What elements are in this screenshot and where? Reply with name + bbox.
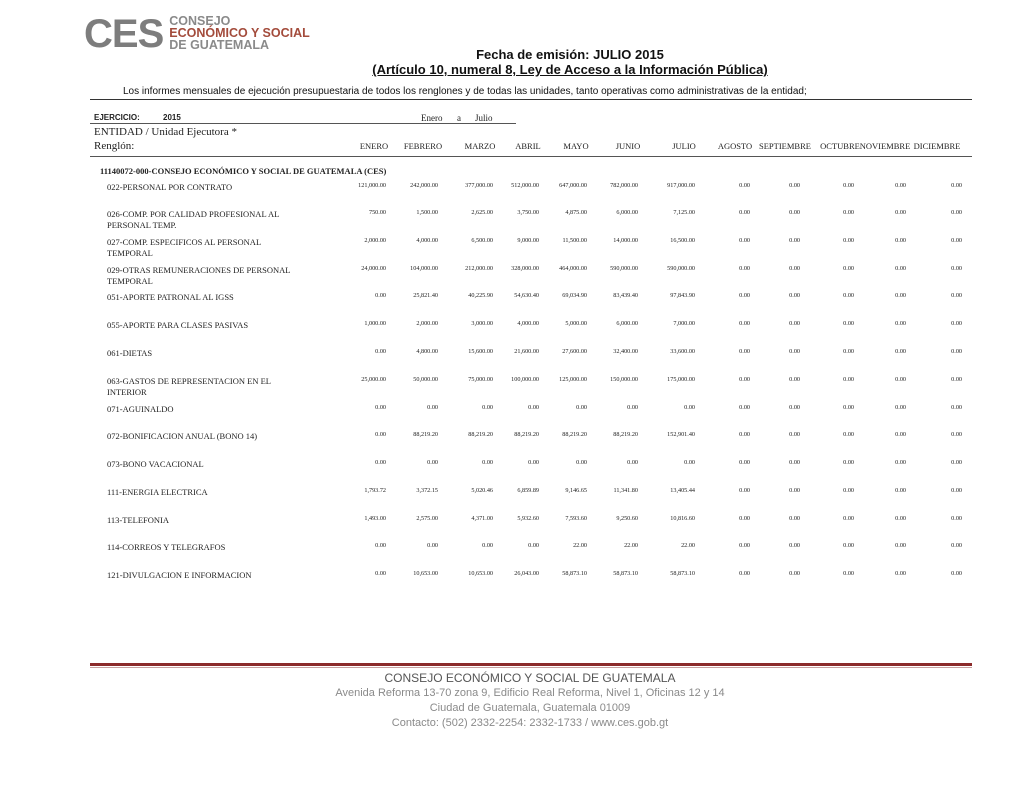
cell-value: 4,800.00: [416, 348, 438, 355]
renglon-header: Renglón:: [94, 140, 135, 152]
cell-value: 6,500.00: [471, 237, 493, 244]
cell-value: 0.00: [843, 404, 854, 411]
cell-value: 9,146.65: [565, 487, 587, 494]
cell-value: 0.00: [739, 209, 750, 216]
cell-value: 0.00: [789, 209, 800, 216]
cell-value: 58,873.10: [562, 570, 587, 577]
cell-value: 10,653.00: [468, 570, 493, 577]
cell-value: 0.00: [375, 570, 386, 577]
cell-value: 88,219.20: [562, 431, 587, 438]
cell-value: 7,000.00: [673, 320, 695, 327]
footer-address: Avenida Reforma 13-70 zona 9, Edificio Real Reforma, Nivel 1, Oficinas 12 y 14: [335, 687, 725, 699]
ejercicio-year: 2015: [163, 113, 181, 122]
cell-value: 4,875.00: [565, 209, 587, 216]
cell-value: 212,000.00: [465, 265, 493, 272]
cell-value: 0.00: [951, 265, 962, 272]
cell-value: 0.00: [739, 487, 750, 494]
renglon-name: 072-BONIFICACION ANUAL (BONO 14): [107, 431, 258, 441]
cell-value: 0.00: [951, 348, 962, 355]
cell-value: 0.00: [375, 292, 386, 299]
cell-value: 0.00: [739, 404, 750, 411]
cell-value: 97,843.90: [670, 292, 695, 299]
cell-value: 104,000.00: [410, 265, 438, 272]
month-header-9: OCTUBRE: [820, 141, 860, 151]
cell-value: 0.00: [789, 182, 800, 189]
cell-value: 0.00: [951, 487, 962, 494]
renglon-name: 029-OTRAS REMUNERACIONES DE PERSONAL TEMPORAL: [107, 265, 291, 286]
ejercicio-divider: [90, 123, 516, 124]
cell-value: 464,000.00: [559, 265, 587, 272]
cell-value: 0.00: [789, 487, 800, 494]
cell-value: 6,000.00: [616, 320, 638, 327]
renglon-name: 027-COMP. ESPECIFICOS AL PERSONAL TEMPORAL: [107, 237, 261, 258]
cell-value: 0.00: [427, 404, 438, 411]
cell-value: 0.00: [951, 570, 962, 577]
cell-value: 0.00: [789, 542, 800, 549]
cell-value: 647,000.00: [559, 182, 587, 189]
footer-divider-thin: [90, 667, 972, 668]
cell-value: 125,000.00: [559, 376, 587, 383]
cell-value: 121,000.00: [358, 182, 386, 189]
month-header-8: SEPTIEMBRE: [759, 141, 811, 151]
footer-org: CONSEJO ECONÓMICO Y SOCIAL DE GUATEMALA: [384, 671, 676, 685]
cell-value: 3,372.15: [416, 487, 438, 494]
month-header-4: MAYO: [563, 141, 589, 151]
cell-value: 0.00: [843, 265, 854, 272]
month-header-3: ABRIL: [515, 141, 541, 151]
month-header-0: ENERO: [359, 141, 389, 151]
cell-value: 0.00: [739, 292, 750, 299]
cell-value: 2,575.00: [416, 515, 438, 522]
cell-value: 0.00: [789, 320, 800, 327]
cell-value: 2,000.00: [364, 237, 386, 244]
cell-value: 0.00: [895, 348, 906, 355]
cell-value: 150,000.00: [610, 376, 638, 383]
month-header-7: AGOSTO: [717, 141, 753, 151]
cell-value: 58,873.10: [613, 570, 638, 577]
cell-value: 0.00: [528, 459, 539, 466]
cell-value: 0.00: [843, 348, 854, 355]
cell-value: 0.00: [789, 404, 800, 411]
cell-value: 58,873.10: [670, 570, 695, 577]
cell-value: 0.00: [895, 265, 906, 272]
logo-line-1: CONSEJO: [169, 14, 231, 28]
cell-value: 0.00: [951, 320, 962, 327]
cell-value: 750.00: [368, 209, 386, 216]
cell-value: 88,219.20: [613, 431, 638, 438]
cell-value: 0.00: [895, 320, 906, 327]
month-header-5: JUNIO: [615, 141, 641, 151]
cell-value: 0.00: [576, 459, 587, 466]
cell-value: 2,625.00: [471, 209, 493, 216]
cell-value: 54,630.40: [514, 292, 539, 299]
cell-value: 0.00: [739, 542, 750, 549]
renglon-name: 121-DIVULGACION E INFORMACION: [107, 570, 252, 580]
cell-value: 0.00: [843, 487, 854, 494]
cell-value: 33,600.00: [670, 348, 695, 355]
intro-text: Los informes mensuales de ejecución presupuestaria de todos los renglones y de todas las unidades, tanto operativas como administrativas de la entidad;: [123, 86, 807, 97]
cell-value: 0.00: [528, 542, 539, 549]
cell-value: 0.00: [789, 515, 800, 522]
cell-value: 10,816.60: [670, 515, 695, 522]
cell-value: 917,000.00: [667, 182, 695, 189]
header-divider: [90, 99, 972, 100]
cell-value: 0.00: [843, 515, 854, 522]
cell-value: 9,000.00: [517, 237, 539, 244]
cell-value: 0.00: [789, 459, 800, 466]
cell-value: 16,500.00: [670, 237, 695, 244]
renglon-name: 063-GASTOS DE REPRESENTACION EN EL INTERIOR: [107, 376, 271, 397]
period-separator: a: [457, 113, 461, 123]
month-header-6: JULIO: [672, 141, 696, 151]
cell-value: 0.00: [843, 182, 854, 189]
renglon-name: 055-APORTE PARA CLASES PASIVAS: [107, 320, 249, 330]
cell-value: 0.00: [895, 209, 906, 216]
month-header-2: MARZO: [464, 141, 496, 151]
renglon-name: 111-ENERGIA ELECTRICA: [107, 487, 208, 497]
cell-value: 0.00: [951, 515, 962, 522]
ces-logo: [84, 14, 310, 54]
cell-value: 0.00: [427, 542, 438, 549]
cell-value: 7,593.60: [565, 515, 587, 522]
cell-value: 0.00: [739, 237, 750, 244]
unit-title: 11140072-000-CONSEJO ECONÓMICO Y SOCIAL DE GUATEMALA (CES): [100, 166, 387, 176]
cell-value: 0.00: [739, 376, 750, 383]
cell-value: 590,000.00: [667, 265, 695, 272]
cell-value: 1,493.00: [364, 515, 386, 522]
cell-value: 0.00: [951, 404, 962, 411]
renglon-name: 113-TELEFONIA: [107, 515, 170, 525]
cell-value: 0.00: [789, 237, 800, 244]
cell-value: 377,000.00: [465, 182, 493, 189]
cell-value: 3,000.00: [471, 320, 493, 327]
cell-value: 0.00: [375, 459, 386, 466]
cell-value: 26,043.00: [514, 570, 539, 577]
cell-value: 0.00: [843, 237, 854, 244]
column-header-divider: [90, 156, 972, 157]
cell-value: 152,901.40: [667, 431, 695, 438]
cell-value: 5,020.46: [471, 487, 493, 494]
cell-value: 1,793.72: [364, 487, 386, 494]
cell-value: 0.00: [895, 459, 906, 466]
cell-value: 1,500.00: [416, 209, 438, 216]
footer-city: Ciudad de Guatemala, Guatemala 01009: [429, 702, 631, 714]
cell-value: 0.00: [843, 376, 854, 383]
cell-value: 0.00: [895, 570, 906, 577]
ejercicio-label: EJERCICIO:: [94, 113, 140, 122]
cell-value: 0.00: [789, 431, 800, 438]
cell-value: 0.00: [789, 265, 800, 272]
cell-value: 25,821.40: [413, 292, 438, 299]
cell-value: 5,000.00: [565, 320, 587, 327]
cell-value: 0.00: [684, 404, 695, 411]
renglon-name: 114-CORREOS Y TELEGRAFOS: [107, 542, 226, 552]
cell-value: 0.00: [951, 376, 962, 383]
cell-value: 13,405.44: [670, 487, 695, 494]
cell-value: 6,000.00: [616, 209, 638, 216]
cell-value: 50,000.00: [413, 376, 438, 383]
cell-value: 590,000.00: [610, 265, 638, 272]
footer-divider: [90, 663, 972, 666]
renglon-name: 061-DIETAS: [107, 348, 153, 358]
cell-value: 0.00: [789, 376, 800, 383]
cell-value: 32,400.00: [613, 348, 638, 355]
document-subtitle: (Artículo 10, numeral 8, Ley de Acceso a la Información Pública): [372, 62, 768, 77]
cell-value: 11,500.00: [562, 237, 587, 244]
cell-value: 2,000.00: [416, 320, 438, 327]
cell-value: 69,034.90: [562, 292, 587, 299]
cell-value: 11,341.80: [613, 487, 638, 494]
month-header-10: NOVIEMBRE: [859, 141, 911, 151]
cell-value: 0.00: [482, 459, 493, 466]
cell-value: 0.00: [739, 182, 750, 189]
month-header-1: FEBRERO: [403, 141, 443, 151]
logo-line-2: ECONÓMICO Y SOCIAL: [169, 26, 310, 40]
cell-value: 512,000.00: [511, 182, 539, 189]
cell-value: 7,125.00: [673, 209, 695, 216]
cell-value: 0.00: [951, 542, 962, 549]
renglon-name: 073-BONO VACACIONAL: [107, 459, 204, 469]
period-to: Julio: [475, 113, 493, 123]
cell-value: 14,000.00: [613, 237, 638, 244]
cell-value: 328,000.00: [511, 265, 539, 272]
cell-value: 0.00: [895, 182, 906, 189]
cell-value: 0.00: [789, 570, 800, 577]
logo-line-3: DE GUATEMALA: [169, 38, 270, 52]
cell-value: 0.00: [843, 459, 854, 466]
cell-value: 0.00: [895, 515, 906, 522]
cell-value: 100,000.00: [511, 376, 539, 383]
cell-value: 0.00: [843, 431, 854, 438]
cell-value: 0.00: [843, 209, 854, 216]
cell-value: 0.00: [739, 570, 750, 577]
cell-value: 0.00: [951, 182, 962, 189]
cell-value: 0.00: [482, 404, 493, 411]
cell-value: 0.00: [739, 320, 750, 327]
cell-value: 0.00: [843, 320, 854, 327]
cell-value: 0.00: [843, 542, 854, 549]
cell-value: 0.00: [427, 459, 438, 466]
cell-value: 0.00: [375, 404, 386, 411]
logo-text: [169, 15, 310, 51]
cell-value: 0.00: [843, 292, 854, 299]
cell-value: 24,000.00: [361, 265, 386, 272]
cell-value: 0.00: [375, 348, 386, 355]
cell-value: 5,932.60: [517, 515, 539, 522]
cell-value: 88,219.20: [514, 431, 539, 438]
cell-value: 22.00: [681, 542, 695, 549]
cell-value: 0.00: [951, 209, 962, 216]
cell-value: 88,219.20: [413, 431, 438, 438]
cell-value: 0.00: [951, 431, 962, 438]
cell-value: 0.00: [528, 404, 539, 411]
cell-value: 0.00: [895, 542, 906, 549]
period-from: Enero: [421, 113, 443, 123]
renglon-name: 051-APORTE PATRONAL AL IGSS: [107, 292, 234, 302]
logo-mark: CES: [84, 12, 164, 56]
cell-value: 0.00: [895, 431, 906, 438]
cell-value: 0.00: [375, 431, 386, 438]
renglon-name: 026-COMP. POR CALIDAD PROFESIONAL AL PERSONAL TEMP.: [107, 209, 279, 230]
cell-value: 0.00: [739, 459, 750, 466]
cell-value: 1,000.00: [364, 320, 386, 327]
cell-value: 0.00: [739, 431, 750, 438]
cell-value: 175,000.00: [667, 376, 695, 383]
cell-value: 0.00: [951, 292, 962, 299]
cell-value: 0.00: [951, 459, 962, 466]
cell-value: 88,219.20: [468, 431, 493, 438]
cell-value: 242,000.00: [410, 182, 438, 189]
document-title: Fecha de emisión: JULIO 2015: [476, 47, 664, 62]
cell-value: 0.00: [789, 348, 800, 355]
cell-value: 21,600.00: [514, 348, 539, 355]
cell-value: 6,859.89: [517, 487, 539, 494]
cell-value: 0.00: [895, 404, 906, 411]
cell-value: 9,250.60: [616, 515, 638, 522]
cell-value: 0.00: [627, 459, 638, 466]
cell-value: 22.00: [624, 542, 638, 549]
cell-value: 15,600.00: [468, 348, 493, 355]
entidad-header: ENTIDAD / Unidad Ejecutora *: [94, 126, 237, 138]
cell-value: 0.00: [739, 515, 750, 522]
cell-value: 4,000.00: [416, 237, 438, 244]
cell-value: 0.00: [895, 237, 906, 244]
cell-value: 0.00: [895, 487, 906, 494]
cell-value: 0.00: [895, 292, 906, 299]
cell-value: 0.00: [684, 459, 695, 466]
cell-value: 0.00: [739, 348, 750, 355]
renglon-name: 022-PERSONAL POR CONTRATO: [107, 182, 233, 192]
cell-value: 25,000.00: [361, 376, 386, 383]
cell-value: 0.00: [739, 265, 750, 272]
cell-value: 0.00: [951, 237, 962, 244]
cell-value: 0.00: [843, 570, 854, 577]
cell-value: 0.00: [375, 542, 386, 549]
cell-value: 0.00: [789, 292, 800, 299]
footer-contact: Contacto: (502) 2332-2254: 2332-1733 / www.ces.gob.gt: [391, 717, 669, 729]
cell-value: 3,750.00: [517, 209, 539, 216]
cell-value: 0.00: [895, 376, 906, 383]
cell-value: 0.00: [482, 542, 493, 549]
cell-value: 782,000.00: [610, 182, 638, 189]
cell-value: 40,225.90: [468, 292, 493, 299]
cell-value: 10,653.00: [413, 570, 438, 577]
cell-value: 0.00: [576, 404, 587, 411]
cell-value: 4,000.00: [517, 320, 539, 327]
cell-value: 22.00: [573, 542, 587, 549]
cell-value: 27,600.00: [562, 348, 587, 355]
month-header-11: DICIEMBRE: [913, 141, 961, 151]
cell-value: 0.00: [627, 404, 638, 411]
renglon-name: 071-AGUINALDO: [107, 404, 174, 414]
cell-value: 75,000.00: [468, 376, 493, 383]
cell-value: 83,439.40: [613, 292, 638, 299]
cell-value: 4,371.00: [471, 515, 493, 522]
